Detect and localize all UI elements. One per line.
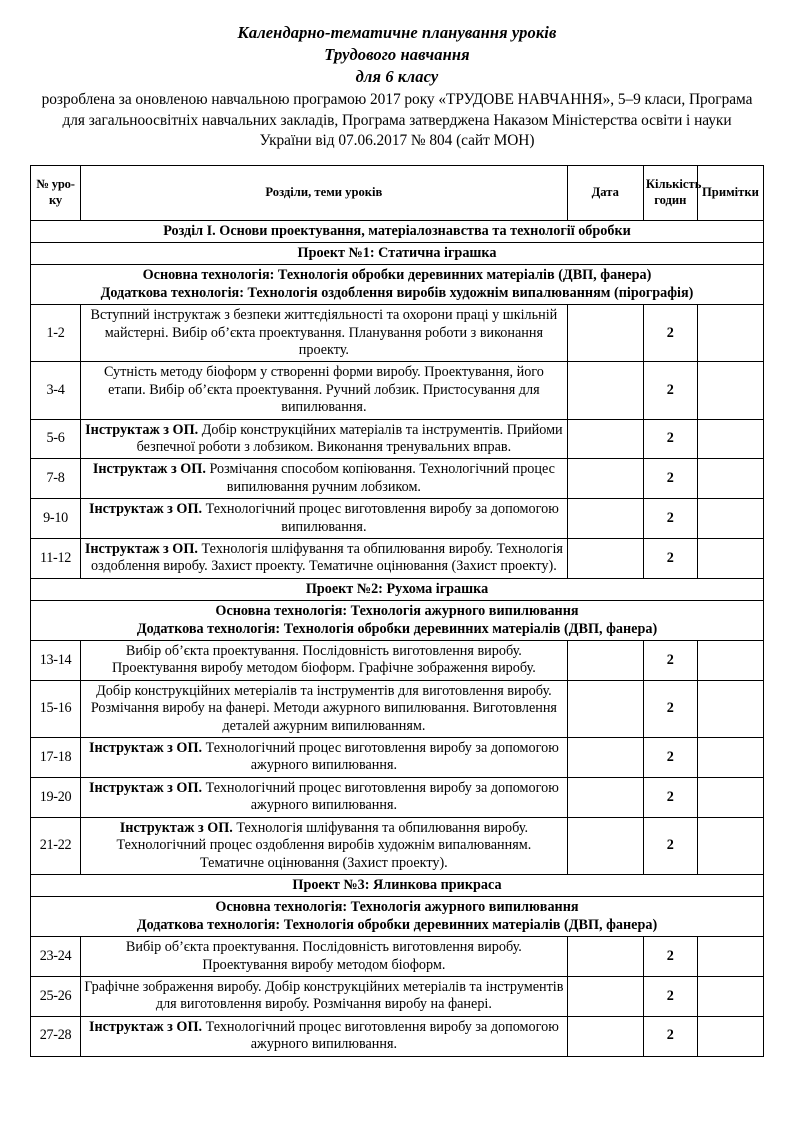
- table-row: [31, 976, 764, 1016]
- lesson-date-cell[interactable]: [567, 539, 643, 579]
- lesson-notes-cell[interactable]: [697, 976, 763, 1016]
- safety-briefing-label: Інструктаж з ОП.: [84, 541, 198, 557]
- lesson-topic-text: Вибір об’єкта проектування. Послідовність виготовлення виробу. Проектування виробу методом біоформ.: [125, 939, 522, 973]
- technology-main-line: Основна технологія: Технологія обробки деревинних матеріалів (ДВП, фанера): [142, 267, 652, 284]
- technology-banner: [31, 265, 764, 305]
- title-line-1: Календарно-тематичне планування уроків: [237, 23, 557, 42]
- lesson-number-cell: 25-26: [31, 976, 81, 1016]
- section-banner-row: [31, 578, 764, 600]
- technology-banner-row: [31, 265, 764, 305]
- lesson-notes-cell[interactable]: [697, 362, 763, 419]
- subtitle-line-2: для загальноосвітніх навчальних закладів, Програма затверджена Наказом Міністерства освіти і науки: [62, 111, 732, 129]
- table-row: [31, 539, 764, 579]
- lesson-topic-text: Технологія шліфування та обпилювання виробу. Технологічний процес оздоблення виробів художнім випалюванням. Тематичне оцінювання (Захист проекту).: [116, 819, 532, 871]
- lesson-notes-cell[interactable]: [697, 459, 763, 499]
- lesson-notes-cell[interactable]: [697, 641, 763, 681]
- safety-briefing-label: Інструктаж з ОП.: [88, 1018, 203, 1035]
- lesson-hours-cell: 2: [643, 499, 697, 539]
- table-row: [31, 937, 764, 977]
- lesson-notes-cell[interactable]: [697, 499, 763, 539]
- lesson-topic-cell: [81, 641, 568, 681]
- lesson-hours-cell: 2: [643, 419, 697, 459]
- lesson-topic-text: Сутність методу біоформ у створенні форми виробу. Проектування, його етапи. Вибір об’єкта проектування. Ручний лобзик. Пристосування для випилювання.: [103, 364, 544, 416]
- table-row: [31, 305, 764, 362]
- table-row: [31, 499, 764, 539]
- table-row: [31, 680, 764, 737]
- safety-briefing-label: Інструктаж з ОП.: [88, 779, 203, 796]
- column-header-topics: Розділи, теми уроків: [81, 165, 568, 220]
- column-header-notes: Примітки: [697, 165, 763, 220]
- lesson-topic-text: Технологічний процес виготовлення виробу за допомогою ажурного випилювання.: [202, 740, 559, 774]
- safety-briefing-label: Інструктаж з ОП.: [88, 501, 203, 518]
- safety-briefing-label: Інструктаж з ОП.: [88, 740, 203, 757]
- table-row: [31, 777, 764, 817]
- lesson-number-cell: 27-28: [31, 1016, 81, 1056]
- lesson-date-cell[interactable]: [567, 362, 643, 419]
- technology-additional-line: Додаткова технологія: Технологія оздоблення виробів художнім випалюванням (пірографія): [100, 284, 694, 301]
- lesson-hours-cell: 2: [643, 976, 697, 1016]
- lesson-number-cell: 5-6: [31, 419, 81, 459]
- table-body: [31, 220, 764, 1056]
- lesson-date-cell[interactable]: [567, 738, 643, 778]
- lesson-notes-cell[interactable]: [697, 419, 763, 459]
- technology-banner: [31, 601, 764, 641]
- table-header-row: [31, 165, 764, 220]
- lesson-date-cell[interactable]: [567, 499, 643, 539]
- lesson-notes-cell[interactable]: [697, 817, 763, 874]
- column-header-hours: Кількість годин: [643, 165, 697, 220]
- lesson-date-cell[interactable]: [567, 777, 643, 817]
- lesson-topic-cell: [81, 305, 568, 362]
- lesson-topic-cell: [81, 817, 568, 874]
- lesson-number-cell: 19-20: [31, 777, 81, 817]
- lesson-hours-cell: 2: [643, 738, 697, 778]
- section-banner-label: Проект №3: Ялинкова прикраса: [31, 874, 764, 896]
- lesson-number-cell: 21-22: [31, 817, 81, 874]
- column-header-date: Дата: [567, 165, 643, 220]
- column-header-lesson-no: № уро-ку: [31, 165, 81, 220]
- lesson-date-cell[interactable]: [567, 459, 643, 499]
- lesson-hours-cell: 2: [643, 539, 697, 579]
- table-row: [31, 1016, 764, 1056]
- lesson-notes-cell[interactable]: [697, 777, 763, 817]
- lesson-number-cell: 3-4: [31, 362, 81, 419]
- technology-banner-row: [31, 897, 764, 937]
- lesson-number-cell: 7-8: [31, 459, 81, 499]
- lesson-hours-cell: 2: [643, 817, 697, 874]
- technology-banner-row: [31, 601, 764, 641]
- section-banner-row: [31, 220, 764, 242]
- lesson-topic-cell: [81, 937, 568, 977]
- lesson-topic-cell: [81, 539, 568, 579]
- section-banner-row: [31, 242, 764, 264]
- lesson-hours-cell: 2: [643, 641, 697, 681]
- document-subtitle: [30, 90, 764, 152]
- table-row: [31, 738, 764, 778]
- lesson-topic-text: Технологія шліфування та обпилювання виробу. Технологія оздоблення виробу. Захист проекту. Тематичне оцінювання (Захист проекту).: [91, 541, 563, 575]
- section-banner-row: [31, 874, 764, 896]
- lesson-notes-cell[interactable]: [697, 539, 763, 579]
- subtitle-line-3: України від 07.06.2017 № 804 (сайт МОН): [259, 132, 535, 149]
- lesson-hours-cell: 2: [643, 680, 697, 737]
- lesson-topic-text: Добір конструкційних метеріалів та інструментів для виготовлення виробу. Розмічання виробу на фанері. Методи ажурного випилювання. Виготовлення деталей ажурним випилюванням.: [90, 682, 557, 734]
- lesson-hours-cell: 2: [643, 362, 697, 419]
- lesson-number-cell: 15-16: [31, 680, 81, 737]
- lesson-date-cell[interactable]: [567, 641, 643, 681]
- table-row: [31, 641, 764, 681]
- lesson-topic-text: Графічне зображення виробу. Добір конструкційних метеріалів та інструментів для виготовлення виробу. Розмічання виробу на фанері.: [84, 978, 564, 1013]
- lesson-number-cell: 13-14: [31, 641, 81, 681]
- lesson-topic-cell: [81, 680, 568, 737]
- safety-briefing-label: Інструктаж з ОП.: [92, 461, 206, 478]
- lesson-notes-cell[interactable]: [697, 937, 763, 977]
- lesson-number-cell: 9-10: [31, 499, 81, 539]
- lesson-date-cell[interactable]: [567, 305, 643, 362]
- lesson-date-cell[interactable]: [567, 680, 643, 737]
- lesson-hours-cell: 2: [643, 305, 697, 362]
- title-line-3: для 6 класу: [355, 67, 439, 86]
- lesson-date-cell[interactable]: [567, 1016, 643, 1056]
- lesson-topic-text: Технологічний процес виготовлення виробу за допомогою ажурного випилювання.: [202, 779, 559, 814]
- table-row: [31, 419, 764, 459]
- table-row: [31, 817, 764, 874]
- lesson-date-cell[interactable]: [567, 976, 643, 1016]
- lesson-number-cell: 17-18: [31, 738, 81, 778]
- lesson-topic-text: Технологічний процес виготовлення виробу за допомогою випилювання.: [202, 501, 559, 535]
- table-row: [31, 362, 764, 419]
- lesson-notes-cell[interactable]: [697, 738, 763, 778]
- lesson-plan-table: [30, 165, 764, 1057]
- lesson-topic-cell: [81, 419, 568, 459]
- lesson-topic-text: Добір конструкційних матеріалів та інструментів. Прийоми безпечної роботи з лобзиком. Виконання тренувальних вправ.: [136, 421, 563, 455]
- lesson-topic-text: Вибір об’єкта проектування. Послідовність виготовлення виробу. Проектування виробу методом біоформ. Графічне зображення виробу.: [111, 643, 536, 677]
- lesson-date-cell[interactable]: [567, 817, 643, 874]
- lesson-topic-cell: [81, 1016, 568, 1056]
- subtitle-line-1: розроблена за оновленою навчальною програмою 2017 року «ТРУДОВЕ НАВЧАННЯ», 5–9 класи, Програма: [41, 91, 753, 108]
- lesson-topic-cell: [81, 362, 568, 419]
- lesson-number-cell: 1-2: [31, 305, 81, 362]
- technology-banner: [31, 897, 764, 937]
- lesson-notes-cell[interactable]: [697, 1016, 763, 1056]
- lesson-hours-cell: 2: [643, 777, 697, 817]
- lesson-topic-cell: [81, 976, 568, 1016]
- lesson-notes-cell[interactable]: [697, 680, 763, 737]
- lesson-hours-cell: 2: [643, 459, 697, 499]
- lesson-topic-cell: [81, 499, 568, 539]
- section-banner-label: Проект №2: Рухома іграшка: [31, 578, 764, 600]
- lesson-topic-text: Вступний інструктаж з безпеки життєдіяльності та охорони праці у шкільній майстерні. Вибір об’єкта проектування. Планування роботи з виконання проекту.: [90, 307, 558, 358]
- title-line-2: Трудового навчання: [324, 45, 470, 64]
- section-banner-label: Проект №1: Статична іграшка: [31, 242, 764, 264]
- safety-briefing-label: Інструктаж з ОП.: [85, 421, 199, 438]
- lesson-number-cell: 11-12: [31, 539, 81, 579]
- section-banner-label: Розділ I. Основи проектування, матеріалознавства та технології обробки: [31, 220, 764, 242]
- page-title: [30, 22, 764, 88]
- lesson-topic-cell: [81, 459, 568, 499]
- lesson-topic-text: Технологічний процес виготовлення виробу за допомогою ажурного випилювання.: [202, 1018, 559, 1053]
- safety-briefing-label: Інструктаж з ОП.: [119, 819, 233, 836]
- technology-additional-line: Додаткова технологія: Технологія обробки деревинних матеріалів (ДВП, фанера): [136, 620, 658, 637]
- lesson-hours-cell: 2: [643, 937, 697, 977]
- table-row: [31, 459, 764, 499]
- lesson-hours-cell: 2: [643, 1016, 697, 1056]
- lesson-number-cell: 23-24: [31, 937, 81, 977]
- lesson-topic-cell: [81, 777, 568, 817]
- lesson-notes-cell[interactable]: [697, 305, 763, 362]
- lesson-date-cell[interactable]: [567, 419, 643, 459]
- lesson-topic-text: Розмічання способом копіювання. Технологічний процес випилювання ручним лобзиком.: [205, 461, 555, 495]
- lesson-date-cell[interactable]: [567, 937, 643, 977]
- lesson-topic-cell: [81, 738, 568, 778]
- technology-main-line: Основна технологія: Технологія ажурного випилювання: [215, 603, 579, 620]
- technology-main-line: Основна технологія: Технологія ажурного випилювання: [215, 899, 579, 916]
- technology-additional-line: Додаткова технологія: Технологія обробки деревинних матеріалів (ДВП, фанера): [136, 916, 658, 933]
